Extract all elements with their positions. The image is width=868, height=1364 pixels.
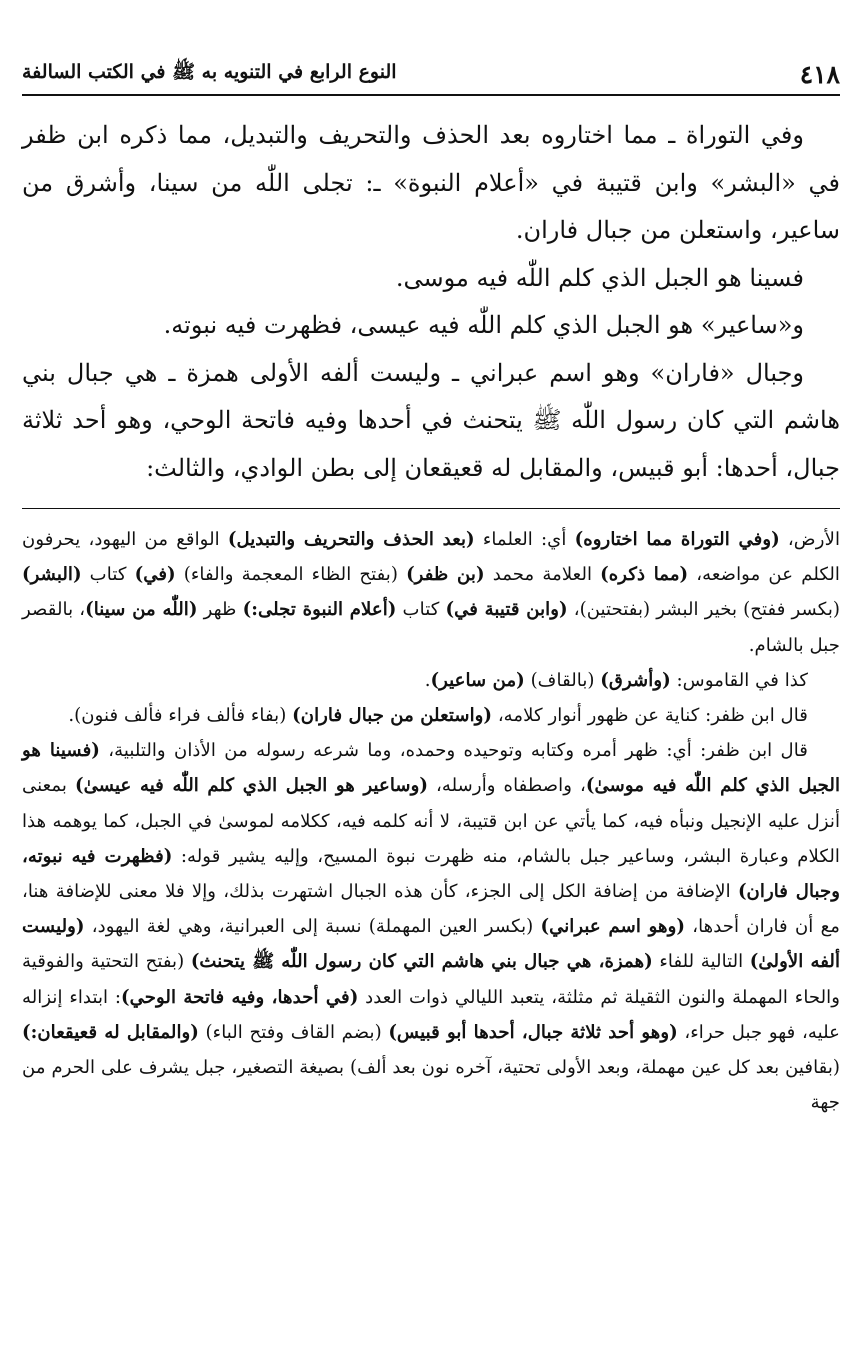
page-number: ٤١٨: [799, 59, 840, 89]
bold-quote: (في): [134, 564, 176, 586]
main-paragraph: فسينا هو الجبل الذي كلم اللّٰه فيه موسى.: [395, 263, 804, 292]
bold-quote: (مما ذكره): [600, 564, 689, 586]
commentary-paragraph: قال ابن ظفر: أي: ظهر أمره وكتابه وتوحيده وحمده، وما شرعه رسوله من الأذان والتلبية، (فسينا هو الجبل الذي كلم اللّٰه فيه موسىٰ)، واصطفاه وأرسله، (وساعير هو الجبل الذي كلم اللّٰه فيه عيسىٰ) بمعنى أنزل عليه الإنجيل ونبأه فيه، كما يأتي عن ابن قتيبة، لا أنه كلمه فيه، ككلامه لموسىٰ في الجبل، كما يوهمه هذا الكلام وعبارة البشر، وساعير جبل بالشام، منه ظهرت نبوة المسيح، وإليه يشير قوله: (فظهرت فيه نبوته، وجبال فاران) الإضافة من إضافة الكل إلى الجزء، كأن هذه الجبال اشتهرت بذلك، وإلا فلا معنى للإضافة هنا، مع أن فاران أحدها، (وهو اسم عبراني) (بكسر العين المهملة) نسبة إلى العبرانية، وهي لغة اليهود، (وليست ألفه الأولىٰ) التالية للفاء (همزة، هي جبال بني هاشم التي كان رسول اللّٰه ﷺ يتحنث) (بفتح التحتية والفوقية والحاء المهملة والنون الثقيلة ثم مثلثة، يتعبد الليالي ذوات العدد (في أحدها، وفيه فاتحة الوحي): ابتداء إنزاله عليه، فهو جبل حراء، (وهو أحد ثلاثة جبال، أحدها أبو قبيس) (بضم القاف وفتح الباء) (والمقابل له قعيقعان:) (بقافين بعد كل عين مهملة، وبعد الأولى تحتية، آخره نون بعد ألف) بصيغة التصغير، جبل يشرف على الحرم من جهة: [22, 740, 841, 1114]
bold-quote: (واستعلن من جبال فاران): [292, 705, 493, 727]
bold-quote: (وليست ألفه الأولىٰ): [22, 916, 840, 973]
bold-quote: (وفي التوراة مما اختاروه): [574, 529, 780, 550]
commentary-paragraph: الأرض، (وفي التوراة مما اختاروه) أي: العلماء (بعد الحذف والتحريف والتبديل) الواقع من اليهود، يحرفون الكلم عن مواضعه، (مما ذكره) العلامة محمد (بن ظفر) (بفتح الظاء المعجمة والفاء) (في) كتاب (البشر) (بكسر ففتح) بخير البشر (بفتحتين)، (وابن قتيبة في) كتاب (أعلام النبوة تجلى:) ظهر (اللّٰه من سينا)، بالقصر جبل بالشام.: [22, 529, 841, 656]
bold-quote: (بعد الحذف والتحريف والتبديل): [227, 529, 475, 550]
main-paragraph: وفي التوراة ـ مما اختاروه بعد الحذف والتحريف والتبديل، مما ذكره ابن ظفر في «البشر» وابن قتيبة في «أعلام النبوة» ـ: تجلى اللّٰه من سينا، وأشرق من ساعير، واستعلن من جبال فاران.: [22, 121, 840, 244]
bold-quote: (وأشرق): [600, 669, 671, 691]
bold-quote: (في أحدها، وفيه فاتحة الوحي): [121, 986, 359, 1008]
bold-quote: (وابن قتيبة في): [445, 599, 568, 621]
main-paragraph: و«ساعير» هو الجبل الذي كلم اللّٰه فيه عيسى، فظهرت فيه نبوته.: [163, 311, 804, 339]
bold-quote: (وساعير هو الجبل الذي كلم اللّٰه فيه عيسىٰ): [75, 775, 428, 797]
bold-quote: (فظهرت فيه نبوته، وجبال فاران): [22, 845, 841, 903]
main-paragraph: وجبال «فاران» وهو اسم عبراني ـ وليست ألفه الأولى همزة ـ هي جبال بني هاشم التي كان رسول اللّٰه ﷺ يتحنث في أحدها وفيه فاتحة الوحي، وهو أحد ثلاثة جبال، أحدها: أبو قبيس، والمقابل له قعيقعان إلى بطن الوادي، والثالث:: [22, 358, 840, 482]
bold-quote: (وهو أحد ثلاثة جبال، أحدها أبو قبيس): [388, 1021, 678, 1043]
commentary-text: [22, 522, 840, 1120]
bold-quote: (بن ظفر): [406, 564, 485, 586]
bold-quote: (من ساعير): [430, 669, 525, 691]
bold-quote: (فسينا هو الجبل الذي كلم اللّٰه فيه موسىٰ): [22, 740, 841, 797]
bold-quote: (البشر): [22, 564, 82, 586]
commentary-paragraph: كذا في القاموس: (وأشرق) (بالقاف) (من ساعير).: [424, 669, 808, 691]
bold-quote: (همزة، هي جبال بني هاشم التي كان رسول اللّٰه ﷺ يتحنث): [190, 951, 653, 973]
bold-quote: (أعلام النبوة تجلى:): [242, 599, 397, 621]
page-header: [22, 54, 840, 96]
separator-line: [22, 508, 840, 509]
bold-quote: (وهو اسم عبراني): [540, 916, 686, 938]
bold-quote: (اللّٰه من سينا): [85, 599, 198, 621]
bold-quote: (والمقابل له قعيقعان:): [22, 1021, 199, 1043]
commentary-paragraph: قال ابن ظفر: كناية عن ظهور أنوار كلامه، (واستعلن من جبال فاران) (بفاء فألف فراء فألف فنون).: [68, 705, 808, 727]
main-text: [22, 112, 840, 492]
running-title: النوع الرابع في التنويه به ﷺ في الكتب السالفة: [22, 61, 397, 83]
